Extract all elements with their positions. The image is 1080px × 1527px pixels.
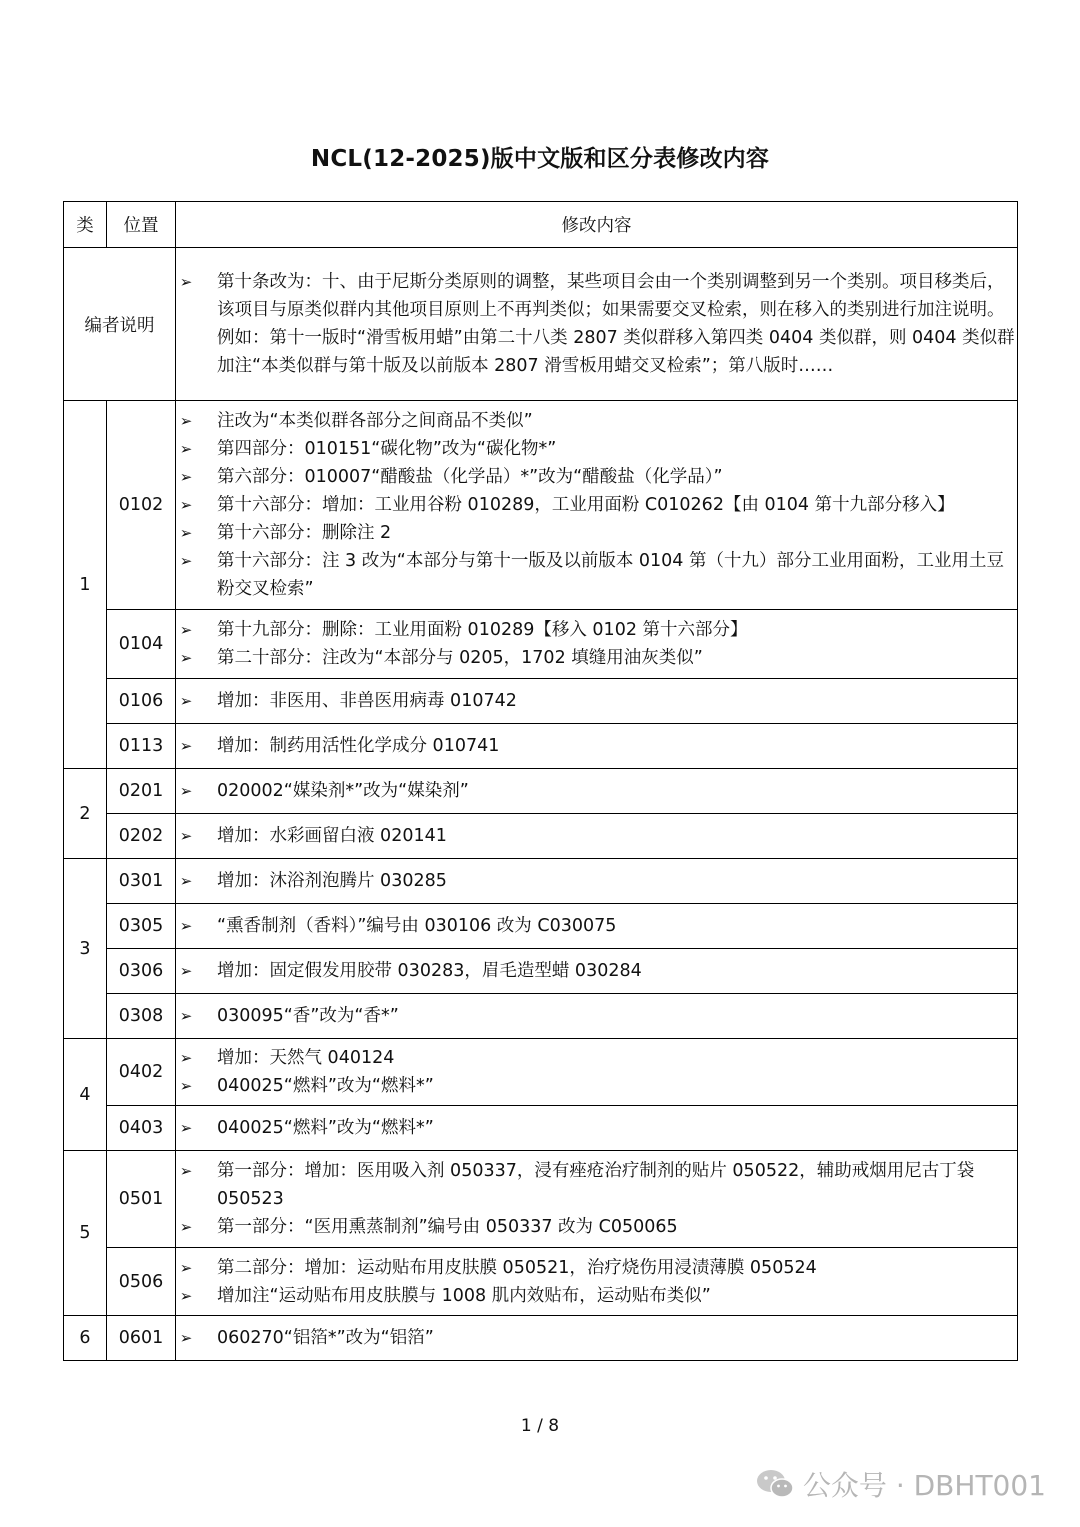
position-cell: 0306 xyxy=(107,949,176,994)
table-row xyxy=(64,904,1018,949)
bullet-arrow-icon: ➢ xyxy=(179,649,193,667)
item-text: 增加：制药用活性化学成分 010741 xyxy=(217,736,500,756)
content-cell xyxy=(176,1316,1018,1361)
bullet-arrow-icon: ➢ xyxy=(179,1077,193,1095)
list-item xyxy=(176,687,1017,715)
watermark-text: 公众号 · DBHT001 xyxy=(802,1469,1046,1502)
list-item xyxy=(176,1254,1017,1282)
item-text: 第十六部分：删除注 2 xyxy=(217,523,392,543)
table-row xyxy=(64,401,1018,610)
item-text: 060270“铝箔*”改为“铝箔” xyxy=(217,1328,434,1348)
item-text: “熏香制剂（香料）”编号由 030106 改为 C030075 xyxy=(217,916,617,936)
list-item xyxy=(176,1072,1017,1100)
position-cell: 0201 xyxy=(107,769,176,814)
bullet-arrow-icon: ➢ xyxy=(179,1049,193,1067)
table-body xyxy=(64,248,1018,1361)
item-text: 增加注“运动贴布用皮肤膜与 1008 肌内效贴布，运动贴布类似” xyxy=(217,1285,711,1306)
bullet-arrow-icon: ➢ xyxy=(179,1162,193,1180)
header-class: 类 xyxy=(64,202,107,248)
list-item xyxy=(176,912,1017,940)
content-cell xyxy=(176,401,1018,610)
content-cell xyxy=(176,610,1018,679)
bullet-arrow-icon: ➢ xyxy=(179,872,193,890)
content-cell xyxy=(176,904,1018,949)
bullet-arrow-icon: ➢ xyxy=(179,1258,193,1277)
editor-note-row xyxy=(64,248,1018,401)
content-cell xyxy=(176,859,1018,904)
watermark xyxy=(755,1466,1046,1502)
list-item xyxy=(176,732,1017,760)
item-text: 020002“媒染剂*”改为“媒染剂” xyxy=(217,781,469,801)
editor-note-text: 第十条改为：十、由于尼斯分类原则的调整，某些项目会由一个类别调整到另一个类别。项目移类后，该项目与原类似群内其他项目原则上不再判类似；如果需要交叉检索，则在移入的类别进行加注说明。例如：第十一版时“滑雪板用蜡”由第二十八类 2807 类似群移入第四类 0404 类似群，则 0404 类似群加注“本类似群与第十版及以前版本 2807 滑雪板用蜡交叉检索”；第八版时…… xyxy=(217,272,1015,376)
position-cell: 0106 xyxy=(107,679,176,724)
class-cell: 2 xyxy=(64,769,107,859)
table-row xyxy=(64,949,1018,994)
bullet-arrow-icon: ➢ xyxy=(179,827,193,845)
position-cell: 0113 xyxy=(107,724,176,769)
position-cell: 0501 xyxy=(107,1151,176,1248)
content-cell xyxy=(176,814,1018,859)
item-text: 第一部分：增加：医用吸入剂 050337，浸有痤疮治疗制剂的贴片 050522，辅助戒烟用尼古丁袋 050523 xyxy=(217,1161,975,1209)
list-item xyxy=(176,644,1017,672)
item-text: 第四部分：010151“碳化物”改为“碳化物*” xyxy=(217,439,557,459)
bullet-arrow-icon: ➢ xyxy=(179,621,193,639)
position-cell: 0308 xyxy=(107,994,176,1039)
bullet-arrow-icon: ➢ xyxy=(179,1218,193,1236)
position-cell: 0102 xyxy=(107,401,176,610)
bullet-arrow-icon: ➢ xyxy=(179,468,193,486)
bullet-arrow-icon: ➢ xyxy=(179,1329,193,1347)
list-item xyxy=(176,435,1017,463)
table-row xyxy=(64,994,1018,1039)
item-text: 增加：固定假发用胶带 030283，眉毛造型蜡 030284 xyxy=(217,961,642,981)
content-cell xyxy=(176,949,1018,994)
document-title: NCL(12-2025)版中文版和区分表修改内容 xyxy=(310,146,770,172)
list-item xyxy=(176,1114,1017,1142)
table-row xyxy=(64,1106,1018,1151)
item-text: 增加：天然气 040124 xyxy=(217,1048,395,1068)
editor-note-label: 编者说明 xyxy=(64,248,176,401)
list-item xyxy=(176,1324,1017,1352)
list-item xyxy=(176,547,1017,603)
table-header-row xyxy=(64,202,1018,248)
item-text: 第十九部分：删除：工业用面粉 010289【移入 0102 第十六部分】 xyxy=(217,620,748,640)
bullet-arrow-icon: ➢ xyxy=(179,496,193,514)
position-cell: 0601 xyxy=(107,1316,176,1361)
wechat-icon xyxy=(755,1467,795,1501)
bullet-arrow-icon: ➢ xyxy=(179,440,193,458)
header-position: 位置 xyxy=(107,202,176,248)
item-text: 第十六部分：增加：工业用谷粉 010289，工业用面粉 C010262【由 0104 第十九部分移入】 xyxy=(217,495,955,515)
position-cell: 0506 xyxy=(107,1248,176,1316)
position-cell: 0202 xyxy=(107,814,176,859)
list-item xyxy=(176,1002,1017,1030)
page-number: 1 / 8 xyxy=(520,1416,560,1436)
list-item xyxy=(176,463,1017,491)
bullet-arrow-icon: ➢ xyxy=(179,782,193,800)
table-row xyxy=(64,859,1018,904)
item-text: 第十六部分：注 3 改为“本部分与第十一版及以前版本 0104 第（十九）部分工业用面粉，工业用土豆粉交叉检索” xyxy=(217,551,1004,599)
list-item xyxy=(176,777,1017,805)
bullet-arrow-icon: ➢ xyxy=(179,737,193,755)
bullet-arrow-icon: ➢ xyxy=(179,524,193,542)
item-text: 040025“燃料”改为“燃料*” xyxy=(217,1076,434,1096)
list-item xyxy=(176,957,1017,985)
item-text: 增加：非医用、非兽医用病毒 010742 xyxy=(217,691,517,711)
class-cell: 4 xyxy=(64,1039,107,1151)
item-text: 030095“香”改为“香*” xyxy=(217,1006,399,1026)
item-text: 第一部分：“医用熏蒸制剂”编号由 050337 改为 C050065 xyxy=(217,1217,678,1237)
content-cell xyxy=(176,1039,1018,1106)
table-row xyxy=(64,1248,1018,1316)
class-cell: 3 xyxy=(64,859,107,1039)
editor-note-item xyxy=(176,268,1017,380)
class-cell: 5 xyxy=(64,1151,107,1316)
item-text: 第二部分：增加：运动贴布用皮肤膜 050521，治疗烧伤用浸渍薄膜 050524 xyxy=(217,1257,817,1278)
item-text: 040025“燃料”改为“燃料*” xyxy=(217,1118,434,1138)
table-row xyxy=(64,1039,1018,1106)
bullet-arrow-icon: ➢ xyxy=(179,692,193,710)
list-item xyxy=(176,1213,1017,1241)
content-cell xyxy=(176,1106,1018,1151)
list-item xyxy=(176,822,1017,850)
revision-table xyxy=(63,201,1018,1361)
class-cell: 1 xyxy=(64,401,107,769)
bullet-arrow-icon: ➢ xyxy=(179,273,193,291)
editor-note-cell xyxy=(176,248,1018,401)
list-item xyxy=(176,491,1017,519)
item-text: 增加：水彩画留白液 020141 xyxy=(217,826,447,846)
list-item xyxy=(176,1282,1017,1310)
bullet-arrow-icon: ➢ xyxy=(179,412,193,430)
list-item xyxy=(176,407,1017,435)
table-row xyxy=(64,1151,1018,1248)
position-cell: 0402 xyxy=(107,1039,176,1106)
bullet-arrow-icon: ➢ xyxy=(179,1007,193,1025)
position-cell: 0305 xyxy=(107,904,176,949)
bullet-arrow-icon: ➢ xyxy=(179,1119,193,1137)
table-row xyxy=(64,1316,1018,1361)
table-row xyxy=(64,814,1018,859)
content-cell xyxy=(176,679,1018,724)
table-row xyxy=(64,724,1018,769)
item-text: 增加：沐浴剂泡腾片 030285 xyxy=(217,871,447,891)
content-cell xyxy=(176,994,1018,1039)
content-cell xyxy=(176,769,1018,814)
bullet-arrow-icon: ➢ xyxy=(179,917,193,935)
list-item xyxy=(176,616,1017,644)
item-text: 第六部分：010007“醋酸盐（化学品）*”改为“醋酸盐（化学品）” xyxy=(217,467,723,487)
position-cell: 0301 xyxy=(107,859,176,904)
item-text: 注改为“本类似群各部分之间商品不类似” xyxy=(217,411,533,431)
header-content: 修改内容 xyxy=(176,202,1018,248)
list-item xyxy=(176,1157,1017,1213)
list-item xyxy=(176,1044,1017,1072)
class-cell: 6 xyxy=(64,1316,107,1361)
item-text: 第二十部分：注改为“本部分与 0205，1702 填缝用油灰类似” xyxy=(217,648,703,668)
position-cell: 0403 xyxy=(107,1106,176,1151)
list-item xyxy=(176,867,1017,895)
position-cell: 0104 xyxy=(107,610,176,679)
list-item xyxy=(176,519,1017,547)
content-cell xyxy=(176,1151,1018,1248)
table-row xyxy=(64,769,1018,814)
content-cell xyxy=(176,1248,1018,1316)
bullet-arrow-icon: ➢ xyxy=(179,552,193,570)
table-row xyxy=(64,679,1018,724)
table-row xyxy=(64,610,1018,679)
content-cell xyxy=(176,724,1018,769)
bullet-arrow-icon: ➢ xyxy=(179,962,193,980)
bullet-arrow-icon: ➢ xyxy=(179,1286,193,1305)
